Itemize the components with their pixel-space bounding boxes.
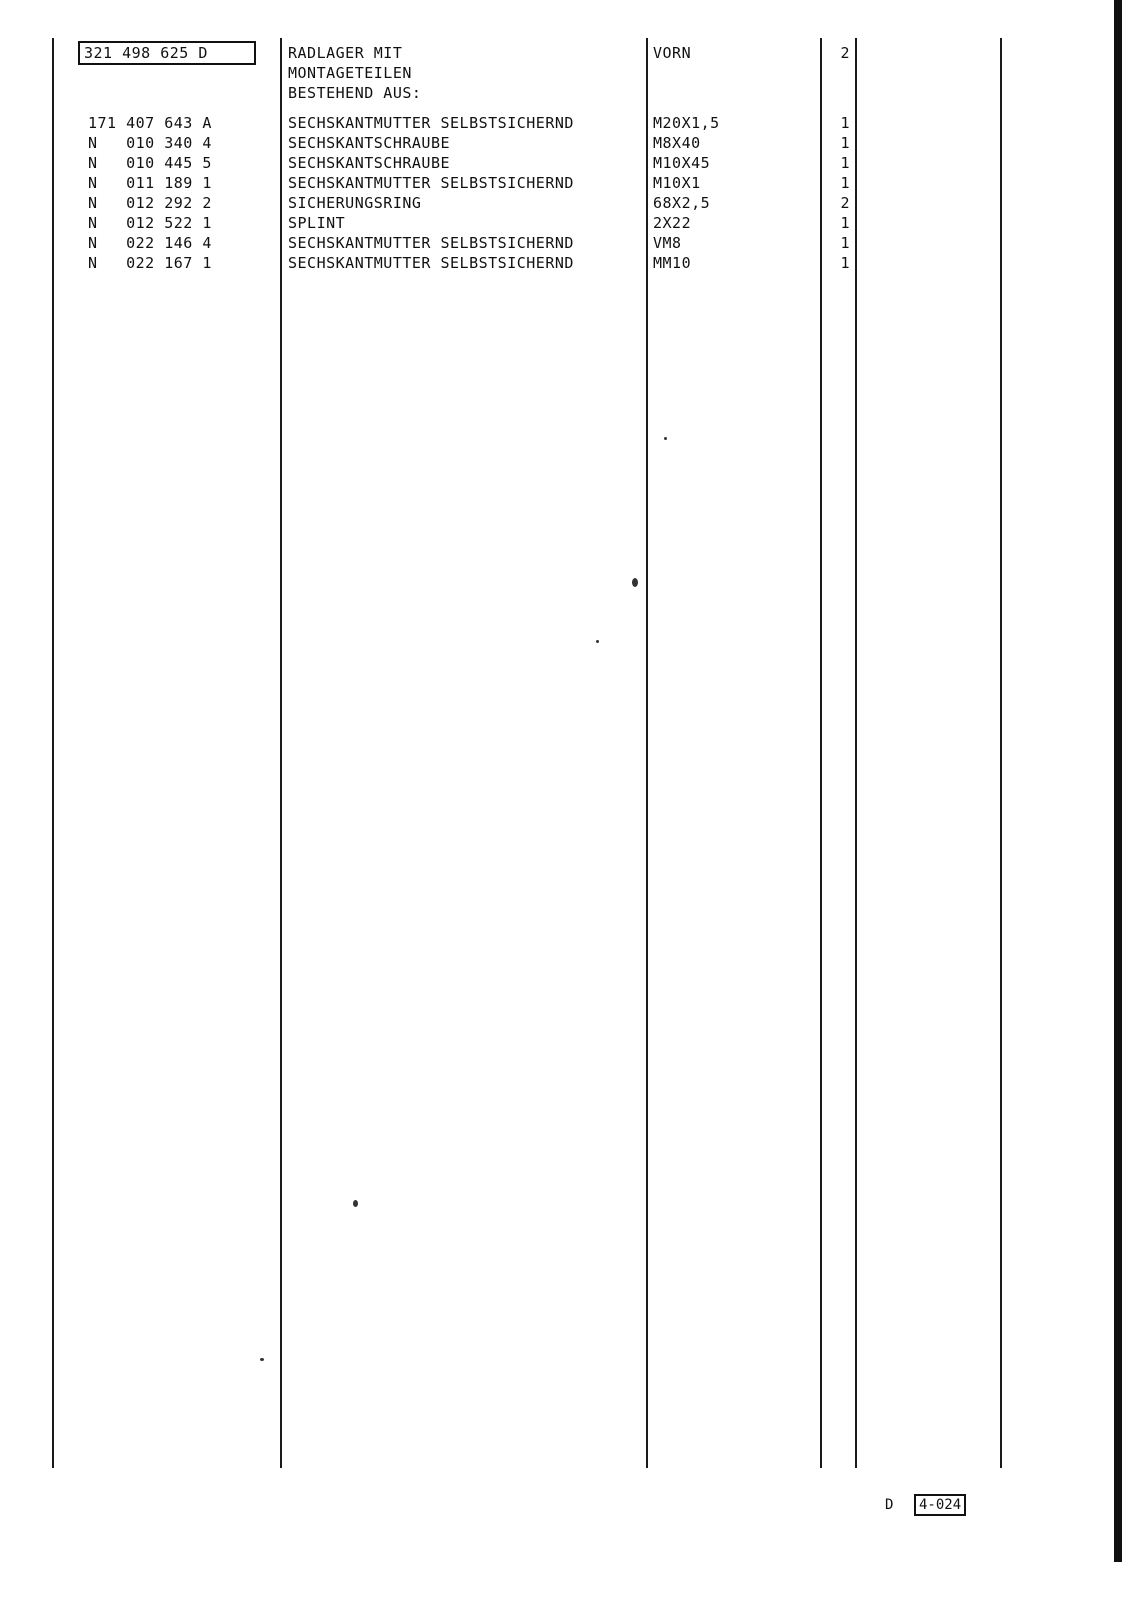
component-quantity: 2 [840, 194, 850, 212]
scan-speck [596, 640, 599, 643]
column-rule-left [52, 38, 54, 1468]
component-quantity: 1 [840, 154, 850, 172]
component-part-number: N 022 167 1 [88, 254, 212, 272]
main-description-line-2: MONTAGETEILEN [288, 64, 412, 82]
component-spec: M20X1,5 [653, 114, 720, 132]
component-part-number: N 010 340 4 [88, 134, 212, 152]
page-reference-box: 4-024 [914, 1494, 966, 1516]
main-part-number: 321 498 625 D [84, 44, 208, 62]
page-edge-binding [1114, 0, 1122, 1562]
component-quantity: 1 [840, 234, 850, 252]
component-part-number: N 022 146 4 [88, 234, 212, 252]
column-rule-qty [855, 38, 857, 1468]
main-description-line-1: RADLAGER MIT [288, 44, 403, 62]
component-description: SICHERUNGSRING [288, 194, 422, 212]
scan-speck [664, 437, 667, 440]
column-rule-part [280, 38, 282, 1468]
column-rule-right [1000, 38, 1002, 1468]
component-quantity: 1 [840, 254, 850, 272]
component-description: SPLINT [288, 214, 346, 232]
component-spec: VM8 [653, 234, 682, 252]
component-quantity: 1 [840, 174, 850, 192]
component-description: SECHSKANTMUTTER SELBSTSICHERND [288, 114, 574, 132]
component-spec: MM10 [653, 254, 692, 272]
component-description: SECHSKANTMUTTER SELBSTSICHERND [288, 254, 574, 272]
scan-speck [353, 1200, 358, 1207]
main-position: VORN [653, 44, 692, 62]
scan-speck [632, 578, 638, 587]
component-part-number: N 010 445 5 [88, 154, 212, 172]
component-part-number: N 012 522 1 [88, 214, 212, 232]
component-description: SECHSKANTSCHRAUBE [288, 154, 451, 172]
main-description-line-3: BESTEHEND AUS: [288, 84, 422, 102]
component-spec: 68X2,5 [653, 194, 711, 212]
main-quantity: 2 [840, 44, 850, 62]
component-description: SECHSKANTSCHRAUBE [288, 134, 451, 152]
component-part-number: 171 407 643 A [88, 114, 212, 132]
component-quantity: 1 [840, 134, 850, 152]
component-quantity: 1 [840, 114, 850, 132]
component-spec: M8X40 [653, 134, 701, 152]
footer-prefix: D [885, 1497, 894, 1513]
scan-speck [260, 1358, 264, 1361]
component-description: SECHSKANTMUTTER SELBSTSICHERND [288, 174, 574, 192]
component-quantity: 1 [840, 214, 850, 232]
component-spec: M10X45 [653, 154, 711, 172]
component-spec: M10X1 [653, 174, 701, 192]
component-description: SECHSKANTMUTTER SELBSTSICHERND [288, 234, 574, 252]
component-part-number: N 012 292 2 [88, 194, 212, 212]
component-spec: 2X22 [653, 214, 692, 232]
component-part-number: N 011 189 1 [88, 174, 212, 192]
column-rule-spec [820, 38, 822, 1468]
